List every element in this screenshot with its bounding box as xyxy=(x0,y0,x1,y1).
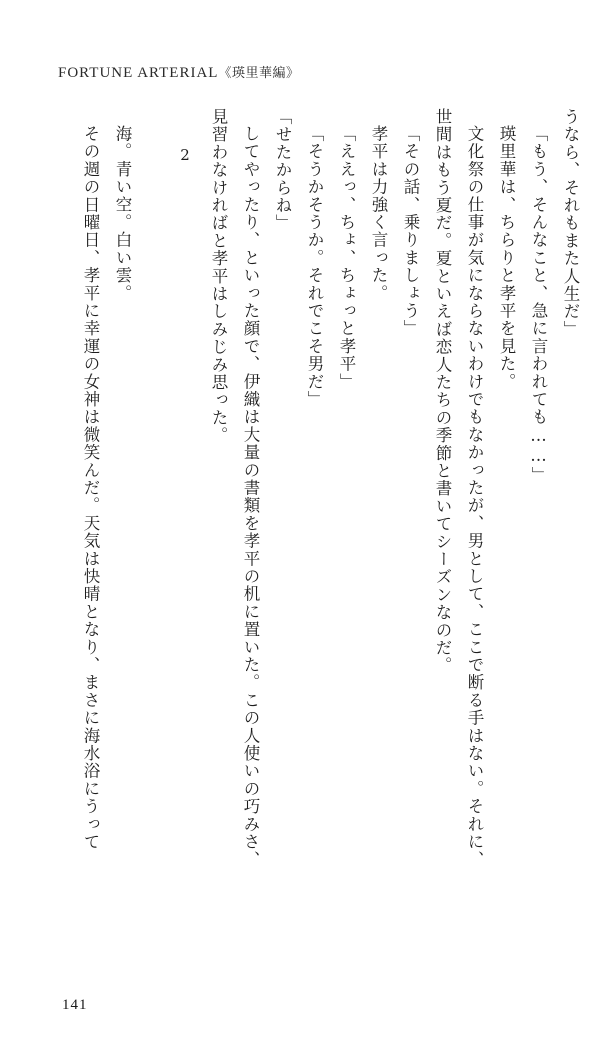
header-title-jp: 《瑛里華編》 xyxy=(218,66,300,81)
page-number: 141 xyxy=(62,997,88,1013)
body-text-area xyxy=(38,108,578,968)
text-column: その週の日曜日、孝平に幸運の女神は微笑んだ。天気は快晴となり、まさに海水浴にうって xyxy=(81,125,100,851)
text-column: 「もう、そんなこと、急に言われても……」 xyxy=(529,125,548,484)
header-title-latin: FORTUNE ARTERIAL xyxy=(58,65,219,81)
text-column: 「そうかそうか。それでこそ男だ」 xyxy=(305,125,324,409)
text-column: 海。青い空。白い雲。 xyxy=(113,125,132,302)
text-column: 「その話、乗りましょう」 xyxy=(401,125,420,338)
text-column: 「ええっ、ちょ、ちょっと孝平」 xyxy=(337,125,356,391)
text-column: 文化祭の仕事が気にならないわけでもなかったが、男として、ここで断る手はない。それに、 xyxy=(465,125,484,869)
column-spacer xyxy=(132,108,162,968)
text-column: 世間はもう夏だ。夏といえば恋人たちの季節と書いてシーズンなのだ。 xyxy=(433,108,452,675)
text-column: 「せたからね」 xyxy=(273,108,292,232)
text-column: してやったり、といった顔で、伊織は大量の書類を孝平の机に置いた。この人使いの巧みさ、 xyxy=(241,125,260,869)
text-column: 瑛里華は、ちらりと孝平を見た。 xyxy=(497,125,516,391)
text-column: 孝平は力強く言った。 xyxy=(369,125,388,302)
text-column: 見習わなければと孝平はしみじみ思った。 xyxy=(209,108,228,445)
text-column: うなら、それもまた人生だ」 xyxy=(561,108,580,339)
section-number: 2 xyxy=(176,146,194,164)
running-header xyxy=(58,62,299,82)
